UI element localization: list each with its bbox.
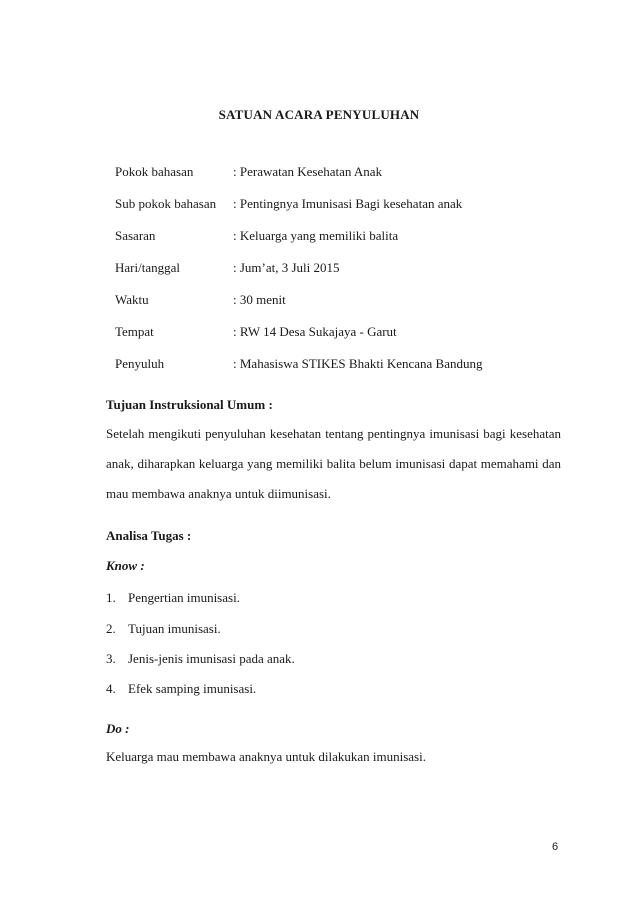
info-value: : Mahasiswa STIKES Bhakti Kencana Bandung: [233, 356, 483, 371]
do-heading: Do :: [106, 721, 130, 736]
tiu-paragraph-line: anak, diharapkan keluarga yang memiliki balita belum imunisasi dapat memahami dan: [106, 456, 561, 471]
list-text: Pengertian imunisasi.: [128, 590, 240, 605]
list-text: Jenis-jenis imunisasi pada anak.: [128, 651, 295, 666]
page-title: SATUAN ACARA PENYULUHAN: [218, 107, 420, 122]
info-row: [115, 164, 482, 196]
tiu-paragraph-line: mau membawa anaknya untuk diimunisasi.: [106, 486, 331, 501]
info-value: : RW 14 Desa Sukajaya - Garut: [233, 324, 397, 339]
info-row: [115, 324, 482, 356]
know-heading: Know :: [106, 558, 145, 573]
info-row: [115, 292, 482, 324]
tiu-heading: Tujuan Instruksional Umum :: [106, 397, 273, 412]
info-label: Waktu: [115, 292, 149, 307]
know-list-item: [106, 621, 221, 637]
list-number: 2.: [106, 621, 116, 636]
info-label: Tempat: [115, 324, 154, 339]
list-number: 4.: [106, 681, 116, 696]
info-label: Sasaran: [115, 228, 156, 243]
list-number: 3.: [106, 651, 116, 666]
info-value: : 30 menit: [233, 292, 286, 307]
info-row: [115, 356, 482, 388]
info-label: Hari/tanggal: [115, 260, 180, 275]
info-row: [115, 260, 482, 292]
info-value: : Perawatan Kesehatan Anak: [233, 164, 383, 179]
info-row: [115, 228, 482, 260]
list-text: Tujuan imunisasi.: [128, 621, 221, 636]
list-text: Efek samping imunisasi.: [128, 681, 257, 696]
info-row: [115, 196, 482, 228]
know-list-item: [106, 681, 256, 697]
info-table: [115, 164, 482, 388]
analisa-heading: Analisa Tugas :: [106, 528, 192, 543]
info-value: : Jum’at, 3 Juli 2015: [233, 260, 340, 275]
do-text: Keluarga mau membawa anaknya untuk dilakukan imunisasi.: [106, 749, 426, 764]
info-label: Sub pokok bahasan: [115, 196, 217, 211]
page-number: 6: [552, 841, 559, 853]
info-label: Penyuluh: [115, 356, 165, 371]
know-list-item: [106, 590, 240, 606]
tiu-paragraph-line: Setelah mengikuti penyuluhan kesehatan tentang pentingnya imunisasi bagi kesehatan: [106, 426, 561, 441]
info-value: : Keluarga yang memiliki balita: [233, 228, 399, 243]
know-list-item: [106, 651, 295, 667]
info-label: Pokok bahasan: [115, 164, 194, 179]
list-number: 1.: [106, 590, 116, 605]
info-value: : Pentingnya Imunisasi Bagi kesehatan anak: [233, 196, 463, 211]
